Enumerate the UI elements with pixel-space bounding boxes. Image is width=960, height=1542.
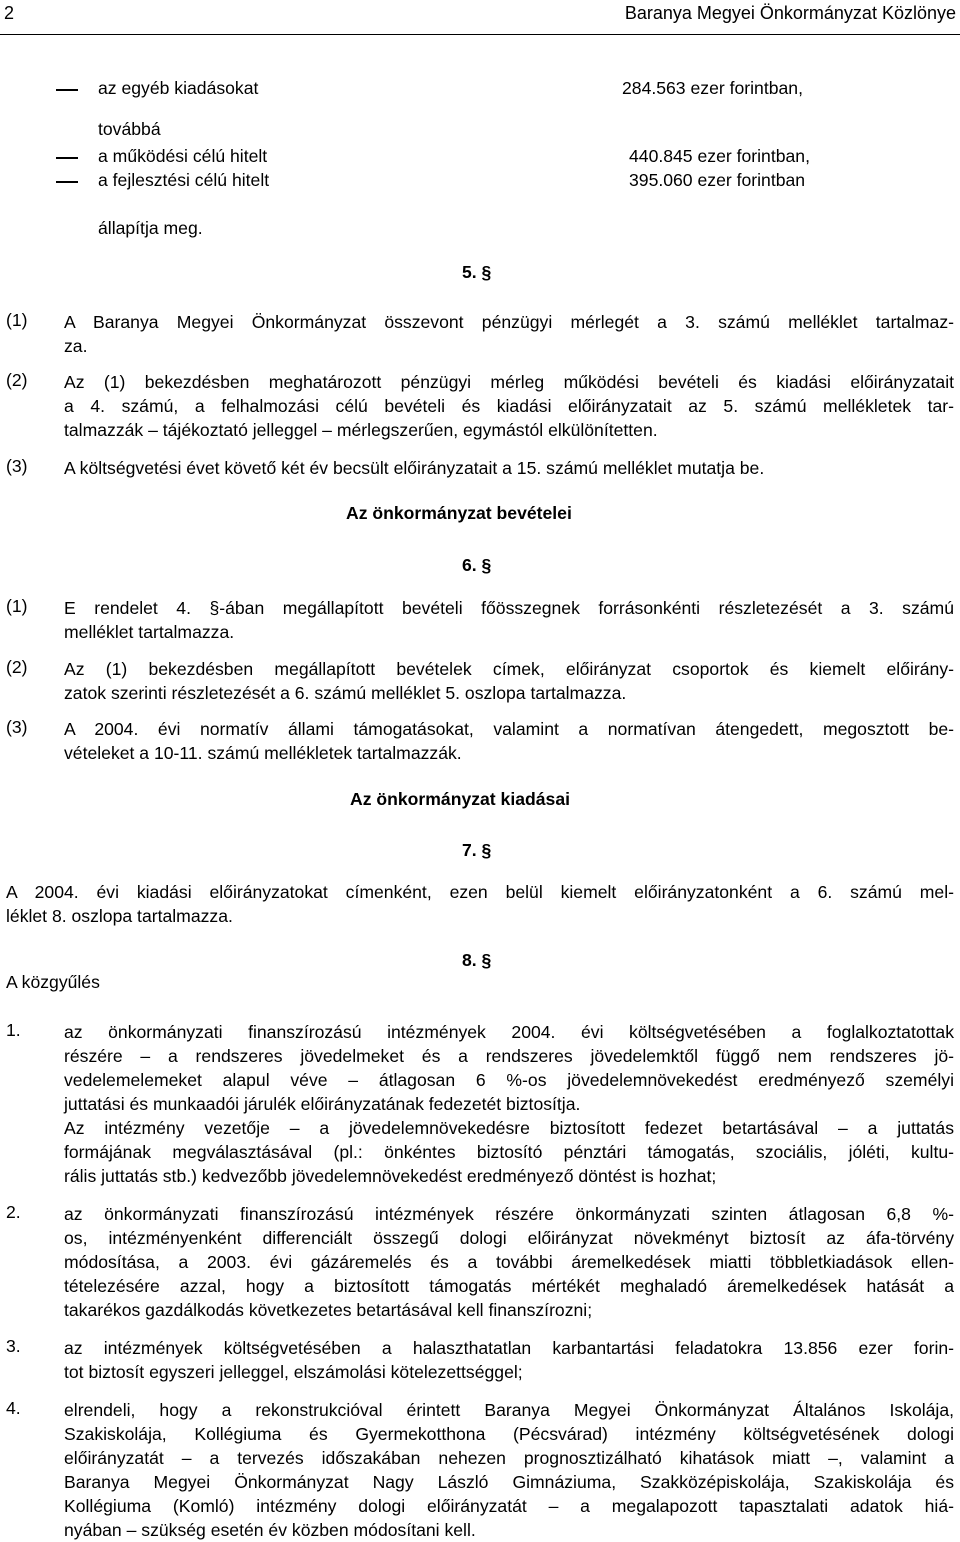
paragraph-line: juttatási és munkaadói járulék előirányzatának fedezetét biztosítja. xyxy=(64,1094,581,1114)
paragraph-line: az intézmények költségvetésében a halaszthatatlan karbantartási feladatokra 13.856 ezer forin- xyxy=(64,1338,954,1358)
paragraph-line: A 2004. évi normatív állami támogatásokat, valamint a normatívan átengedett, megosztott be- xyxy=(64,719,954,739)
paragraph-line: zatok szerinti részletezését a 6. számú melléklet 5. oszlopa tartalmazza. xyxy=(64,683,627,703)
page-header xyxy=(0,0,960,35)
paragraph-line: elrendeli, hogy a rekonstrukcióval érintett Baranya Megyei Önkormányzat Általános Iskolája, xyxy=(64,1400,954,1420)
list-item-label: az egyéb kiadásokat xyxy=(98,78,259,98)
section-heading: 7. § xyxy=(462,840,492,860)
paragraph-line: os, intézményenként differenciált összegű dologi előirányzat növekményt biztosít az áfa-törvény xyxy=(64,1228,954,1248)
list-item-amount: 395.060 ezer forintban xyxy=(629,170,806,190)
list-item-amount: 284.563 ezer forintban, xyxy=(622,78,803,98)
section-heading: 8. § xyxy=(462,950,492,970)
paragraph-line: za. xyxy=(64,336,88,356)
paragraph-number: (3) xyxy=(6,456,28,476)
paragraph-line: vételeket a 10-11. számú mellékletek tartalmazzák. xyxy=(64,743,462,763)
section-heading: 6. § xyxy=(462,555,492,575)
paragraph-line: Kollégiuma (Komló) intézmény dologi előirányzatát – a megalapozott tapasztalati adatok hiá- xyxy=(64,1496,954,1516)
paragraph-line: Szakiskolája, Kollégiuma és Gyermekotthona (Pécsvárad) intézmény költségvetésének dologi xyxy=(64,1424,954,1444)
paragraph-line: Az (1) bekezdésben megállapított bevételek címek, előirányzat csoportok és kiemelt előirány- xyxy=(64,659,954,679)
paragraph-line: részére – a rendszeres jövedelmeket és a rendszeres jövedelemktől függő nem rendszeres jö- xyxy=(64,1046,954,1066)
section-title: Az önkormányzat bevételei xyxy=(346,503,572,523)
list-dash xyxy=(56,181,78,183)
paragraph-line: E rendelet 4. §-ában megállapított bevételi főösszegnek forrásonkénti részletezését a 3. számú xyxy=(64,598,954,618)
list-item-label: a fejlesztési célú hitelt xyxy=(98,170,270,190)
paragraph-number: (2) xyxy=(6,370,28,390)
list-number: 2. xyxy=(6,1202,21,1222)
list-number: 3. xyxy=(6,1336,21,1356)
list-continuation: továbbá xyxy=(98,119,161,139)
paragraph-line: módosítása, a 2003. évi gázáremelés és a további áremelkedések miatti többletkiadások ellen- xyxy=(64,1252,954,1272)
paragraph-line: tot biztosít egyszeri jelleggel, elszámolási kötelezettséggel; xyxy=(64,1362,523,1382)
paragraph-line: előirányzatát – a tervezés időszakában nehezen prognosztizálható kihatások miatt –, valamint a xyxy=(64,1448,954,1468)
paragraph-line: rális juttatás stb.) kedvezőbb jövedelemnövekedést eredményező döntést is hozhat; xyxy=(64,1166,717,1186)
section-heading: 5. § xyxy=(462,262,492,282)
paragraph-line: Baranya Megyei Önkormányzat Nagy László Gimnáziuma, Szakközépiskolája, Szakiskolája és xyxy=(64,1472,954,1492)
paragraph-line: Az (1) bekezdésben meghatározott pénzügyi mérleg működési bevételi és kiadási előirányzatait xyxy=(64,372,954,392)
paragraph-line: A Baranya Megyei Önkormányzat összevont pénzügyi mérlegét a 3. számú melléklet tartalmaz- xyxy=(64,312,954,332)
paragraph-line: A 2004. évi kiadási előirányzatokat címenként, ezen belül kiemelt előirányzatonként a 6. számú mel- xyxy=(6,882,954,902)
paragraph-number: (1) xyxy=(6,596,28,616)
paragraph-line: az önkormányzati finanszírozású intézmények 2004. évi költségvetésében a foglalkoztatottak xyxy=(64,1022,954,1042)
paragraph-line: vedelemelemeket alapul véve – átlagosan 6 %-os jövedelemnövekedést eredményező személyi xyxy=(64,1070,954,1090)
list-closing: állapítja meg. xyxy=(98,218,203,238)
paragraph-line: léklet 8. oszlopa tartalmazza. xyxy=(6,906,233,926)
paragraph-line: takarékos gazdálkodás következetes betartásával kell finanszírozni; xyxy=(64,1300,593,1320)
paragraph-line: Az intézmény vezetője – a jövedelemnövekedésre biztosított fedezet betartásával – a juttatás xyxy=(64,1118,954,1138)
list-dash xyxy=(56,157,78,159)
paragraph-line: melléklet tartalmazza. xyxy=(64,622,235,642)
paragraph-line: tételezésére azzal, hogy a biztosított támogatás mértékét meghaladó áremelkedések hatását a xyxy=(64,1276,954,1296)
paragraph-line: A költségvetési évet követő két év becsült előirányzatait a 15. számú melléklet mutatja be. xyxy=(64,458,765,478)
paragraph-line: talmazzák – tájékoztató jelleggel – mérlegszerűen, egymástól elkülönítetten. xyxy=(64,420,658,440)
body-text: A közgyűlés xyxy=(6,972,100,992)
paragraph-line: formájának megválasztásával (pl.: önkéntes biztosító pénztári támogatás, szociális, jóléti, kultu- xyxy=(64,1142,954,1162)
paragraph-number: (2) xyxy=(6,657,28,677)
list-dash xyxy=(56,89,78,91)
list-item-label: a működési célú hitelt xyxy=(98,146,268,166)
list-number: 1. xyxy=(6,1020,21,1040)
paragraph-number: (1) xyxy=(6,310,28,330)
paragraph-number: (3) xyxy=(6,717,28,737)
section-title: Az önkormányzat kiadásai xyxy=(350,789,570,809)
publication-title: Baranya Megyei Önkormányzat Közlönye xyxy=(624,3,956,23)
paragraph-line: a 4. számú, a felhalmozási célú bevételi és kiadási előirányzatait az 5. számú mellékletek tar- xyxy=(64,396,954,416)
list-number: 4. xyxy=(6,1398,21,1418)
paragraph-line: nyában – szükség esetén év közben módosítani kell. xyxy=(64,1520,476,1540)
list-item-amount: 440.845 ezer forintban, xyxy=(629,146,810,166)
paragraph-line: az önkormányzati finanszírozású intézmények részére önkormányzati szinten átlagosan 6,8 %- xyxy=(64,1204,954,1224)
page-number: 2 xyxy=(4,3,15,23)
